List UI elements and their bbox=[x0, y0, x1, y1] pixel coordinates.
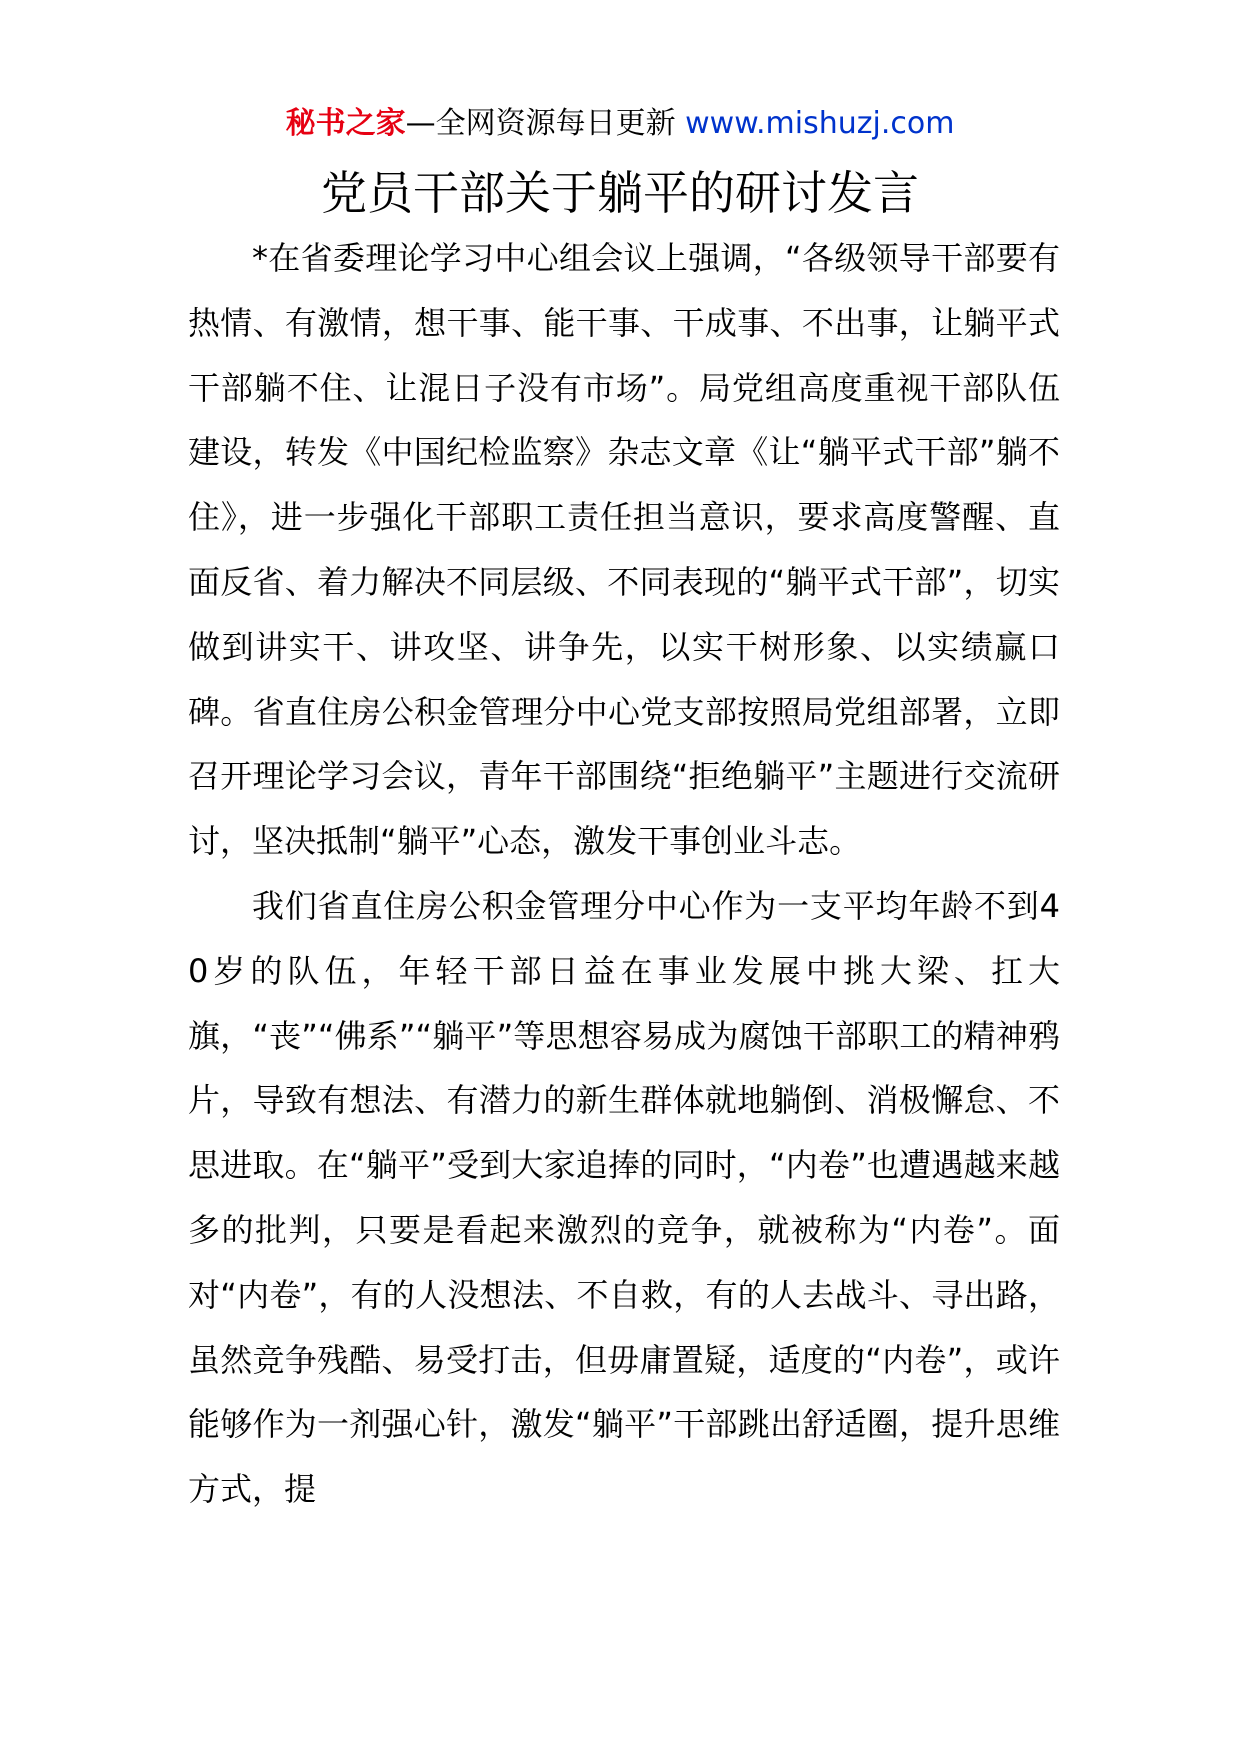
paragraph: *在省委理论学习中心组会议上强调，“各级领导干部要有热情、有激情，想干事、能干事、干成事、不出事，让躺平式干部躺不住、让混日子没有市场”。局党组高度重视干部队伍建设，转发《中国纪检监察》杂志文章《让“躺平式干部”躺不住》，进一步强化干部职工责任担当意识，要求高度警醒、直面反省、着力解决不同层级、不同表现的“躺平式干部”，切实做到讲实干、讲攻坚、讲争先，以实干树形象、以实绩赢口碑。省直住房公积金管理分中心党支部按照局党组部署，立即召开理论学习会议，青年干部围绕“拒绝躺平”主题进行交流研讨，坚决抵制“躺平”心态，激发干事创业斗志。 bbox=[188, 239, 1060, 861]
document-title: 党员干部关于躺平的研讨发言 bbox=[321, 166, 919, 220]
site-tagline: —全网资源每日更新 bbox=[405, 106, 686, 141]
site-banner bbox=[0, 100, 1240, 148]
document-body bbox=[188, 226, 1060, 1522]
paragraph: 我们省直住房公积金管理分中心作为一支平均年龄不到40岁的队伍，年轻干部日益在事业发展中挑大梁、扛大旗，“丧”“佛系”“躺平”等思想容易成为腐蚀干部职工的精神鸦片，导致有想法、有潜力的新生群体就地躺倒、消极懈怠、不思进取。在“躺平”受到大家追捧的同时，“内卷”也遭遇越来越多的批判，只要是看起来激烈的竞争，就被称为“内卷”。面对“内卷”，有的人没想法、不自救，有的人去战斗、寻出路，虽然竞争残酷、易受打击，但毋庸置疑，适度的“内卷”，或许能够作为一剂强心针，激发“躺平”干部跳出舒适圈，提升思维方式，提 bbox=[188, 886, 1060, 1509]
site-url-link[interactable]: www.mishuzj.com bbox=[685, 106, 955, 141]
site-brand: 秘书之家 bbox=[285, 106, 406, 141]
